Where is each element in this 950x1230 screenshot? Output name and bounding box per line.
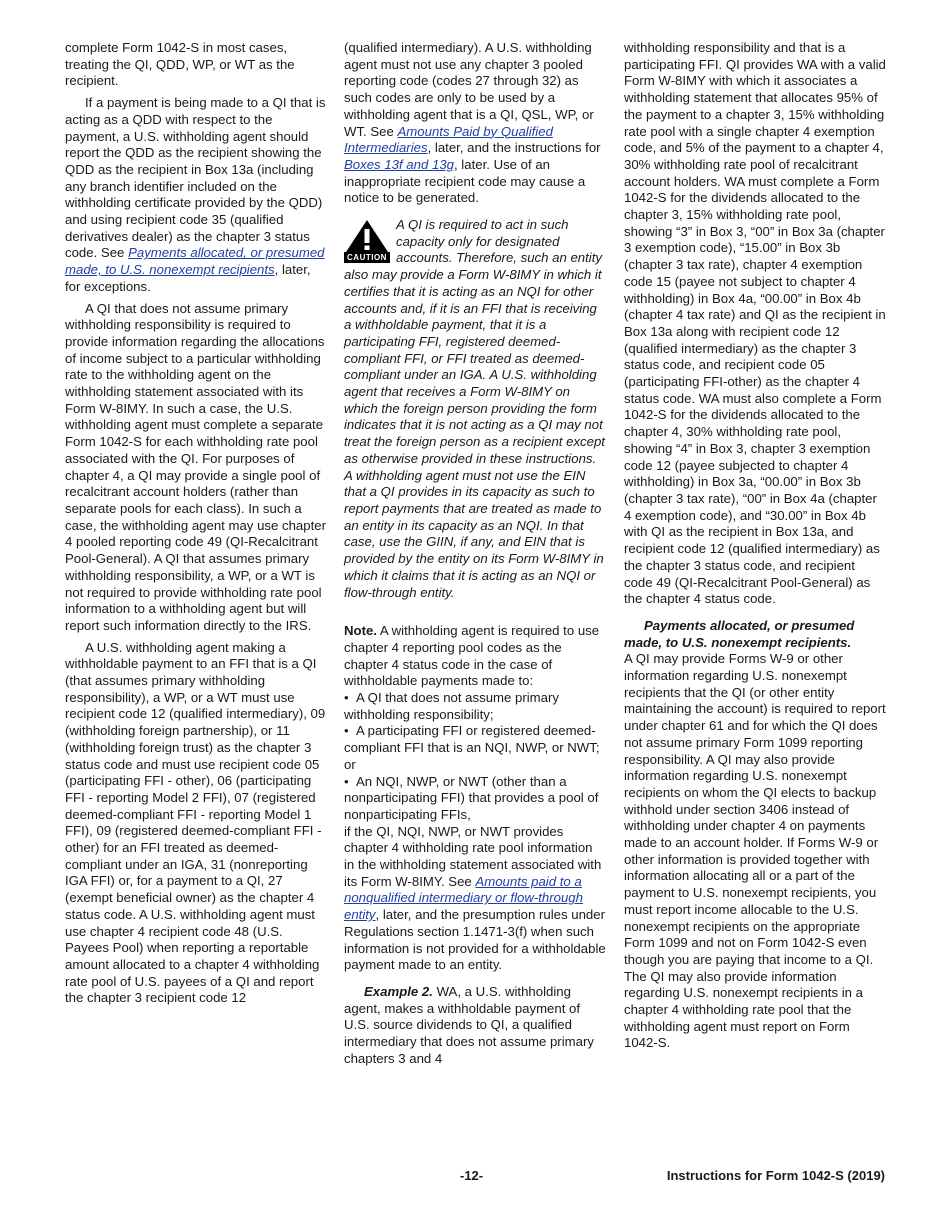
link-payments-allocated[interactable]: Payments allocated, or presumed made, to U.S. nonexempt recipients: [65, 245, 325, 278]
note-text: A withholding agent is required to use chapter 4 reporting pool codes as the chapter 4 status code in the case of withholdable payments made to:: [344, 623, 600, 689]
page-footer: [65, 1168, 885, 1188]
paragraph-text: , later. Use of an inappropriate recipient code may cause a notice to be generated.: [344, 156, 586, 206]
caution-text: A QI is required to act in such capacity only for designated accounts. Therefore, such an entity also may provide a Form W-8IMY in which it certifies that it is acting as an NQI for other accounts and, if it is an FFI that is receiving a withholdable payment, that it is a participating FFI, registered deemed-compliant FFI, or FFI treated as deemed-compliant under an IGA. A U.S. withholding agent that receives a Form W-8IMY on which the foreign person providing the form indicates that it is not acting as a QI may not treat the foreign person as a recipient except as otherwise provided in these instructions. A withholding agent must not use the EIN that a QI provides in its capacity as such to report payments that are treated as made to an entity in its capacity as an NQI. In that case, use the GIIN, if any, and EIN that is provided by the entity on its Form W-8IMY in which it claims that it is acting as an NQI or flow-through entity.: [344, 217, 605, 600]
list-item: • An NQI, NWP, or NWT (other than a nonparticipating FFI) that provides a pool of nonparticipating FFIs,: [344, 774, 606, 824]
paragraph-text: if the QI, NQI, NWP, or NWT provides chapter 4 withholding rate pool information in the withholding statement associated with its Form W-8IMY. See: [344, 823, 602, 889]
paragraph: complete Form 1042-S in most cases, treating the QI, QDD, WP, or WT as the recipient.: [65, 40, 295, 89]
paragraph: [65, 95, 327, 295]
paragraph-text: , later, and the instructions for: [427, 140, 601, 156]
caution-label: CAUTION: [344, 252, 390, 263]
paragraph: A QI that does not assume primary withholding responsibility is required to provide information regarding the allocations of income subject to a particular withholding rate to the withholding agent on the withholding statement associated with its Form W-8IMY. In such a case, the U.S. withholding agent must complete a separate Form 1042-S for each withholding rate pool associated with the QI. For purposes of chapter 4, a QI may provide a single pool of recalcitrant account holders (rather than separate pools for each class). In such a case, the withholding agent may use chapter 4 pooled reporting code 49 (QI-Recalcitrant Pool-General). A QI that assumes primary withholding responsibility, a WP, or a WT is not required to provide withholding rate pool information to a withholding agent but will report such information directly to the IRS.: [65, 300, 326, 633]
caution-icon: [344, 219, 390, 263]
link-boxes-13f-13g[interactable]: Boxes 13f and 13g: [344, 156, 454, 172]
paragraph-text: (qualified intermediary). A U.S. withholding agent must not use any chapter 3 pooled reporting code (codes 27 through 32) as such codes are only to be used by a withholding agent that is a QI, QSL, WP, or WT. See: [344, 40, 594, 139]
list-item: • A participating FFI or registered deemed-compliant FFI that is an NQI, NWP, or NWT; or: [344, 723, 606, 773]
paragraph: [344, 40, 606, 207]
example-paragraph: [344, 984, 606, 1068]
paragraph-text: If a payment is being made to a QI that is acting as a QDD with respect to the payment, a U.S. withholding agent should report the QDD as the recipient showing the QDD as the recipient in Box 13a (including any branch identifier included on the withholding certificate provided by the QDD) and using recipient code 35 (qualified derivatives dealer) as the chapter 3 status code. See: [65, 95, 326, 261]
link-amounts-paid-nqi[interactable]: Amounts paid to a nonqualified intermediary or flow-through entity: [344, 873, 583, 923]
example-text: WA, a U.S. withholding agent, makes a withholdable payment of U.S. source dividends to QI, a qualified intermediary that does not assume primary chapters 3 and 4: [344, 983, 594, 1066]
page-number: -12-: [460, 1168, 484, 1183]
paragraph: A U.S. withholding agent making a withholdable payment to an FFI that is a QI (that assumes primary withholding responsibility), a WP, or a WT must use recipient code 12 (qualified intermediary), 09 (withholding foreign partnership), or 11 (withholding foreign trust) as the chapter 3 status code and must use recipient code 05 (participating FFI - other), 06 (participating FFI - reporting Model 2 FFI), 07 (registered deemed-compliant FFI - reporting Model 1 FFI), 09 (registered deemed-compliant FFI - other) for an FFI treated as deemed-compliant under an IGA, 31 (nonreporting IGA FFI) or, for a payment to a QI, 27 (exempt beneficial owner) as the chapter 4 status code. A U.S. withholding agent must use chapter 4 recipient code 48 (U.S. Payees Pool) when reporting a reportable amount allocated to a chapter 4 withholding rate pool of U.S. payees of a QI and report the chapter 3 recipient code 12: [65, 639, 326, 1006]
caution-block: [344, 217, 606, 601]
column-1: [65, 40, 327, 1007]
heading-text: Payments allocated, or presumed made, to U.S. nonexempt recipients.: [624, 617, 855, 650]
paragraph: withholding responsibility and that is a participating FFI. QI provides WA with a valid Form W-8IMY with which it associates a withholding statement that allocates 95% of the payment to a chapter 3, 15% withholding rate pool with a single chapter 4 exemption code, and 5% of the payment to a chapter 4, 30% withholding rate pool of recalcitrant account holders. WA must complete a Form 1042-S for the dividends allocated to the chapter 3, 15% withholding rate pool, showing “3” in Box 3, “00” in Box 3a (chapter 3 exemption code), “15.00” in Box 3b (chapter 3 tax rate), chapter 4 exemption code 15 (payee not subject to chapter 4 withholding) in Box 4a, “00.00” in Box 4b (chapter 4 tax rate) and QI as the recipient in Box 13a along with recipient code 12 (qualified intermediary) as the chapter 3 status code, and recipient code 05 (participating FFI-other) as the chapter 4 status code. WA must also complete a Form 1042-S for the dividends allocated to the chapter 4, 30% withholding rate pool, showing “4” in Box 3, chapter 3 exemption code 12 (payee subjected to chapter 4 withholding) in Box 3a, “00.00” in Box 3b (chapter 3 tax rate), “00” in Box 4a (chapter 4 exemption code), and “30.00” in Box 4b with QI as the recipient in Box 13a, and recipient code 12 (qualified intermediary) as the chapter 3 status code, and recipient code 49 (QI-Recalcitrant Pool-General) as the chapter 4 status code.: [624, 40, 886, 607]
example-label: Example 2.: [364, 983, 433, 999]
paragraph: [344, 824, 606, 974]
list-item: • A QI that does not assume primary withholding responsibility;: [344, 690, 606, 723]
paragraph: A QI may provide Forms W-9 or other information regarding U.S. nonexempt recipients that the QI (or other entity maintaining the account) is required to report under chapter 61 and for which the QI does not assume primary Form 1099 reporting responsibility. A QI may also provide information regarding U.S. nonexempt recipients on whom the QI elects to backup withhold under section 3406 instead of withholding under chapter 4 on payments made to an account holder. If Forms W-9 or other information is provided together with information allocating all or a part of the payment to U.S. nonexempt recipients, you must report income allocable to the U.S. nonexempt recipients on the appropriate Form 1099 and not on Form 1042-S even though you are paying that income to a QI. The QI may also provide information regarding U.S. nonexempt recipients in a chapter 4 withholding rate pool that the withholding agent must report on Form 1042-S.: [624, 651, 886, 1051]
note-label: Note.: [344, 623, 377, 639]
column-2: [344, 40, 606, 1067]
section-heading: [624, 618, 886, 651]
paragraph-text: , later, and the presumption rules under Regulations section 1.1471-3(f) when such information is not provided for a withholdable payment made to an entity.: [344, 907, 606, 973]
note-paragraph: [344, 623, 606, 690]
link-amounts-paid-by-qi[interactable]: Amounts Paid by Qualified Intermediaries: [344, 123, 553, 156]
paragraph-text: , later, for exceptions.: [65, 262, 311, 294]
form-title: Instructions for Form 1042-S (2019): [666, 1168, 885, 1183]
column-3: [624, 40, 886, 1052]
